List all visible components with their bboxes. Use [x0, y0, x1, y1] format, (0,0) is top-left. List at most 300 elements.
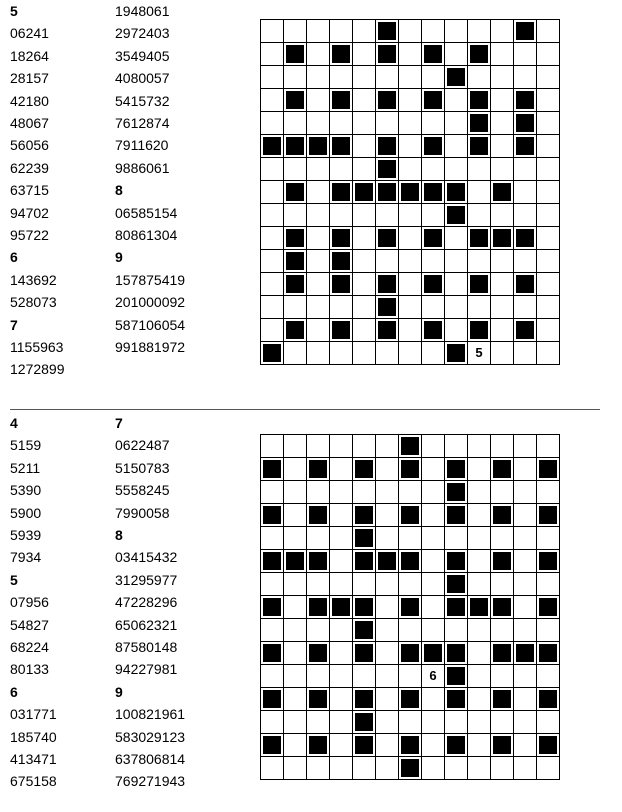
- grid-cell-black[interactable]: [353, 734, 376, 757]
- grid-cell[interactable]: [353, 319, 376, 342]
- grid-cell[interactable]: [330, 550, 353, 573]
- grid-cell[interactable]: [330, 688, 353, 711]
- grid-cell[interactable]: [284, 619, 307, 642]
- grid-cell[interactable]: [330, 204, 353, 227]
- grid-cell[interactable]: [376, 688, 399, 711]
- grid-cell[interactable]: [537, 319, 560, 342]
- grid-cell[interactable]: [445, 757, 468, 780]
- grid-cell[interactable]: [307, 43, 330, 66]
- grid-cell-black[interactable]: [261, 458, 284, 481]
- grid-cell[interactable]: [330, 66, 353, 89]
- grid-cell[interactable]: [422, 504, 445, 527]
- grid-cell-black[interactable]: [445, 181, 468, 204]
- grid-cell[interactable]: [399, 204, 422, 227]
- grid-cell[interactable]: [399, 573, 422, 596]
- grid-cell-black[interactable]: [330, 250, 353, 273]
- grid-cell[interactable]: [399, 250, 422, 273]
- grid-cell[interactable]: [261, 89, 284, 112]
- grid-cell[interactable]: [537, 619, 560, 642]
- grid-cell-black[interactable]: [399, 550, 422, 573]
- grid-cell-black[interactable]: [376, 296, 399, 319]
- grid-cell[interactable]: [468, 573, 491, 596]
- grid-cell-black[interactable]: [330, 273, 353, 296]
- grid-cell[interactable]: [445, 435, 468, 458]
- grid-cell-black[interactable]: [491, 688, 514, 711]
- grid-cell[interactable]: [445, 319, 468, 342]
- grid-cell-black[interactable]: [284, 550, 307, 573]
- grid-cell[interactable]: [514, 573, 537, 596]
- grid-cell[interactable]: [468, 435, 491, 458]
- grid-cell[interactable]: [491, 481, 514, 504]
- grid-cell[interactable]: [261, 204, 284, 227]
- grid-cell[interactable]: [307, 619, 330, 642]
- grid-cell[interactable]: [537, 89, 560, 112]
- grid-cell[interactable]: [399, 89, 422, 112]
- grid-cell[interactable]: [537, 158, 560, 181]
- grid-cell-black[interactable]: [468, 319, 491, 342]
- grid-cell[interactable]: [261, 481, 284, 504]
- grid-cell[interactable]: [399, 135, 422, 158]
- grid-cell-black[interactable]: [514, 112, 537, 135]
- grid-cell[interactable]: [422, 66, 445, 89]
- grid-cell-black[interactable]: [491, 458, 514, 481]
- grid-cell[interactable]: [284, 711, 307, 734]
- grid-cell[interactable]: [514, 435, 537, 458]
- grid-cell[interactable]: [353, 435, 376, 458]
- grid-cell-black[interactable]: [261, 642, 284, 665]
- grid-cell-black[interactable]: [353, 711, 376, 734]
- grid-cell[interactable]: [330, 112, 353, 135]
- grid-cell[interactable]: [261, 573, 284, 596]
- grid-cell[interactable]: [353, 227, 376, 250]
- grid-cell[interactable]: [353, 43, 376, 66]
- grid-cell[interactable]: [284, 66, 307, 89]
- grid-cell[interactable]: [307, 227, 330, 250]
- grid-cell[interactable]: [284, 596, 307, 619]
- grid-cell[interactable]: [353, 250, 376, 273]
- grid-cell[interactable]: [307, 757, 330, 780]
- grid-cell-black[interactable]: [261, 135, 284, 158]
- grid-cell[interactable]: [468, 158, 491, 181]
- grid-cell-black[interactable]: [307, 596, 330, 619]
- grid-cell[interactable]: [376, 527, 399, 550]
- grid-cell[interactable]: [376, 66, 399, 89]
- grid-cell[interactable]: [376, 642, 399, 665]
- grid-cell-black[interactable]: [399, 181, 422, 204]
- grid-cell[interactable]: [491, 665, 514, 688]
- grid-cell[interactable]: [537, 665, 560, 688]
- grid-cell[interactable]: [284, 296, 307, 319]
- grid-cell-black[interactable]: [537, 642, 560, 665]
- grid-cell[interactable]: [376, 112, 399, 135]
- grid-cell[interactable]: [422, 734, 445, 757]
- grid-cell[interactable]: [330, 20, 353, 43]
- grid-cell[interactable]: [514, 204, 537, 227]
- grid-cell-black[interactable]: [491, 181, 514, 204]
- grid-cell[interactable]: [353, 665, 376, 688]
- grid-cell[interactable]: [514, 527, 537, 550]
- grid-cell[interactable]: [284, 688, 307, 711]
- grid-cell[interactable]: [330, 573, 353, 596]
- grid-cell-black[interactable]: [491, 734, 514, 757]
- grid-cell[interactable]: [376, 573, 399, 596]
- grid-cell[interactable]: [537, 227, 560, 250]
- grid-cell-black[interactable]: [399, 504, 422, 527]
- grid-cell-black[interactable]: [445, 573, 468, 596]
- grid-cell[interactable]: [261, 43, 284, 66]
- grid-cell-black[interactable]: [399, 435, 422, 458]
- grid-cell-black[interactable]: [376, 158, 399, 181]
- grid-cell-black[interactable]: [422, 89, 445, 112]
- grid-cell[interactable]: [399, 227, 422, 250]
- grid-cell[interactable]: [284, 481, 307, 504]
- grid-cell-black[interactable]: [514, 227, 537, 250]
- grid-cell[interactable]: [353, 757, 376, 780]
- grid-cell[interactable]: [537, 112, 560, 135]
- grid-cell[interactable]: [445, 273, 468, 296]
- grid-cell[interactable]: [330, 158, 353, 181]
- grid-cell[interactable]: [468, 527, 491, 550]
- grid-cell-black[interactable]: [307, 734, 330, 757]
- grid-cell[interactable]: [468, 504, 491, 527]
- grid-cell-black[interactable]: [445, 642, 468, 665]
- grid-cell[interactable]: [307, 112, 330, 135]
- grid-cell-black[interactable]: [491, 550, 514, 573]
- grid-cell[interactable]: [445, 527, 468, 550]
- grid-cell-black[interactable]: [376, 550, 399, 573]
- grid-cell-black[interactable]: [284, 181, 307, 204]
- grid-cell[interactable]: [514, 158, 537, 181]
- grid-cell-black[interactable]: [284, 319, 307, 342]
- grid-cell-black[interactable]: [330, 319, 353, 342]
- grid-cell[interactable]: [491, 435, 514, 458]
- grid-cell[interactable]: [445, 135, 468, 158]
- grid-cell[interactable]: [491, 89, 514, 112]
- grid-cell[interactable]: [353, 89, 376, 112]
- grid-cell[interactable]: [307, 66, 330, 89]
- grid-cell[interactable]: [284, 204, 307, 227]
- grid-cell-black[interactable]: [422, 43, 445, 66]
- grid-cell[interactable]: [514, 504, 537, 527]
- grid-cell-black[interactable]: [468, 43, 491, 66]
- grid-cell-black[interactable]: [445, 66, 468, 89]
- grid-cell[interactable]: [445, 227, 468, 250]
- grid-cell-black[interactable]: [284, 273, 307, 296]
- grid-cell[interactable]: [537, 573, 560, 596]
- grid-cell[interactable]: [422, 296, 445, 319]
- grid-cell-black[interactable]: [422, 135, 445, 158]
- grid-cell[interactable]: [330, 481, 353, 504]
- grid-cell-black[interactable]: [422, 319, 445, 342]
- grid-cell-black[interactable]: [376, 20, 399, 43]
- grid-cell-black[interactable]: [468, 135, 491, 158]
- grid-cell-black[interactable]: [491, 642, 514, 665]
- grid-cell-black[interactable]: [468, 89, 491, 112]
- grid-cell-black[interactable]: [330, 43, 353, 66]
- grid-cell[interactable]: [307, 20, 330, 43]
- grid-cell[interactable]: [330, 458, 353, 481]
- grid-cell[interactable]: [537, 273, 560, 296]
- grid-cell[interactable]: [284, 504, 307, 527]
- grid-cell[interactable]: [514, 181, 537, 204]
- grid-cell[interactable]: [399, 319, 422, 342]
- grid-cell[interactable]: [514, 296, 537, 319]
- grid-cell[interactable]: [261, 273, 284, 296]
- grid-cell[interactable]: [422, 573, 445, 596]
- grid-cell-black[interactable]: [514, 135, 537, 158]
- grid-cell[interactable]: [514, 66, 537, 89]
- grid-cell[interactable]: [376, 596, 399, 619]
- grid-cell[interactable]: [422, 158, 445, 181]
- grid-cell-black[interactable]: [353, 458, 376, 481]
- grid-cell[interactable]: [491, 66, 514, 89]
- grid-cell[interactable]: [422, 619, 445, 642]
- grid-cell[interactable]: [284, 20, 307, 43]
- grid-cell[interactable]: [307, 273, 330, 296]
- grid-cell[interactable]: [537, 481, 560, 504]
- grid-cell-black[interactable]: [399, 688, 422, 711]
- grid-cell-black[interactable]: [514, 89, 537, 112]
- grid-cell[interactable]: [537, 43, 560, 66]
- grid-cell[interactable]: [537, 711, 560, 734]
- grid-cell-black[interactable]: [261, 504, 284, 527]
- grid-cell[interactable]: [537, 20, 560, 43]
- grid-cell-black[interactable]: [445, 458, 468, 481]
- grid-cell[interactable]: [284, 665, 307, 688]
- grid-cell[interactable]: [376, 435, 399, 458]
- grid-cell[interactable]: [353, 112, 376, 135]
- grid-cell[interactable]: [261, 66, 284, 89]
- grid-cell-black[interactable]: [445, 665, 468, 688]
- grid-cell[interactable]: [491, 296, 514, 319]
- grid-cell[interactable]: [468, 204, 491, 227]
- grid-cell[interactable]: [491, 527, 514, 550]
- grid-cell[interactable]: [330, 619, 353, 642]
- grid-cell[interactable]: [491, 319, 514, 342]
- grid-cell-black[interactable]: [261, 734, 284, 757]
- grid-cell[interactable]: [353, 66, 376, 89]
- grid-cell[interactable]: [261, 250, 284, 273]
- grid-cell[interactable]: [468, 181, 491, 204]
- grid-cell[interactable]: [537, 204, 560, 227]
- grid-cell[interactable]: [445, 296, 468, 319]
- grid-cell[interactable]: [353, 20, 376, 43]
- grid-cell-black[interactable]: [491, 227, 514, 250]
- grid-cell[interactable]: [422, 458, 445, 481]
- grid-cell[interactable]: [307, 158, 330, 181]
- grid-cell-black[interactable]: [376, 135, 399, 158]
- grid-cell[interactable]: [284, 435, 307, 458]
- grid-cell[interactable]: [445, 43, 468, 66]
- grid-cell-black[interactable]: [330, 89, 353, 112]
- grid-cell[interactable]: [261, 665, 284, 688]
- grid-cell-black[interactable]: [445, 550, 468, 573]
- grid-cell[interactable]: [399, 665, 422, 688]
- grid-cell[interactable]: [284, 112, 307, 135]
- grid-cell[interactable]: [353, 296, 376, 319]
- grid-cell-black[interactable]: [307, 642, 330, 665]
- grid-cell[interactable]: [491, 711, 514, 734]
- grid-cell[interactable]: [353, 481, 376, 504]
- grid-cell[interactable]: [330, 527, 353, 550]
- grid-cell[interactable]: [376, 711, 399, 734]
- grid-cell[interactable]: [284, 158, 307, 181]
- grid-cell[interactable]: [491, 112, 514, 135]
- grid-cell[interactable]: [468, 642, 491, 665]
- grid-cell[interactable]: [422, 250, 445, 273]
- grid-cell-black[interactable]: [514, 273, 537, 296]
- grid-cell-black[interactable]: [445, 688, 468, 711]
- grid-cell[interactable]: [422, 550, 445, 573]
- grid-cell[interactable]: [422, 665, 445, 688]
- grid-cell-black[interactable]: [422, 227, 445, 250]
- grid-cell[interactable]: [376, 458, 399, 481]
- grid-cell-black[interactable]: [330, 227, 353, 250]
- grid-cell[interactable]: [491, 135, 514, 158]
- grid-cell[interactable]: [445, 158, 468, 181]
- grid-cell-black[interactable]: [537, 458, 560, 481]
- grid-cell[interactable]: [284, 458, 307, 481]
- grid-cell[interactable]: [284, 757, 307, 780]
- grid-cell[interactable]: [376, 757, 399, 780]
- grid-cell[interactable]: [399, 711, 422, 734]
- grid-cell[interactable]: [468, 481, 491, 504]
- grid-cell[interactable]: [284, 573, 307, 596]
- grid-cell[interactable]: [307, 181, 330, 204]
- grid-cell-black[interactable]: [376, 227, 399, 250]
- grid-cell-black[interactable]: [261, 596, 284, 619]
- grid-cell[interactable]: [376, 504, 399, 527]
- grid-cell-black[interactable]: [468, 112, 491, 135]
- grid-cell[interactable]: [330, 342, 353, 365]
- grid-cell[interactable]: [399, 158, 422, 181]
- grid-cell[interactable]: [307, 665, 330, 688]
- grid-cell-black[interactable]: [376, 273, 399, 296]
- grid-cell[interactable]: [261, 619, 284, 642]
- grid-cell[interactable]: [468, 342, 491, 365]
- grid-cell[interactable]: [307, 435, 330, 458]
- grid-cell[interactable]: [468, 66, 491, 89]
- grid-cell-black[interactable]: [537, 688, 560, 711]
- grid-cell[interactable]: [422, 342, 445, 365]
- grid-cell[interactable]: [468, 711, 491, 734]
- grid-cell[interactable]: [537, 757, 560, 780]
- grid-cell[interactable]: [330, 642, 353, 665]
- grid-cell[interactable]: [307, 481, 330, 504]
- grid-cell[interactable]: [261, 527, 284, 550]
- grid-cell[interactable]: [537, 296, 560, 319]
- grid-cell-black[interactable]: [468, 273, 491, 296]
- grid-cell[interactable]: [399, 527, 422, 550]
- grid-cell[interactable]: [445, 89, 468, 112]
- grid-cell[interactable]: [422, 711, 445, 734]
- grid-cell-black[interactable]: [353, 504, 376, 527]
- grid-cell[interactable]: [514, 550, 537, 573]
- grid-cell-black[interactable]: [468, 596, 491, 619]
- grid-cell[interactable]: [514, 43, 537, 66]
- grid-cell[interactable]: [422, 204, 445, 227]
- grid-cell[interactable]: [514, 250, 537, 273]
- grid-cell-black[interactable]: [307, 504, 330, 527]
- grid-cell-black[interactable]: [353, 550, 376, 573]
- grid-cell[interactable]: [307, 711, 330, 734]
- grid-cell[interactable]: [422, 481, 445, 504]
- grid-cell[interactable]: [537, 435, 560, 458]
- grid-cell[interactable]: [353, 204, 376, 227]
- grid-cell[interactable]: [399, 43, 422, 66]
- grid-cell[interactable]: [491, 619, 514, 642]
- grid-cell[interactable]: [261, 112, 284, 135]
- grid-cell[interactable]: [514, 688, 537, 711]
- grid-cell[interactable]: [261, 435, 284, 458]
- grid-cell-black[interactable]: [399, 642, 422, 665]
- grid-cell[interactable]: [422, 596, 445, 619]
- grid-cell[interactable]: [468, 665, 491, 688]
- grid-cell[interactable]: [514, 342, 537, 365]
- grid-cell[interactable]: [537, 250, 560, 273]
- grid-cell[interactable]: [468, 458, 491, 481]
- grid-cell-black[interactable]: [514, 319, 537, 342]
- grid-cell[interactable]: [261, 319, 284, 342]
- grid-cell[interactable]: [468, 296, 491, 319]
- grid-cell[interactable]: [399, 296, 422, 319]
- grid-cell[interactable]: [261, 711, 284, 734]
- grid-cell[interactable]: [514, 481, 537, 504]
- grid-cell-black[interactable]: [307, 688, 330, 711]
- grid-cell-black[interactable]: [307, 550, 330, 573]
- grid-cell[interactable]: [307, 296, 330, 319]
- grid-cell-black[interactable]: [491, 596, 514, 619]
- grid-cell[interactable]: [376, 665, 399, 688]
- grid-cell[interactable]: [330, 504, 353, 527]
- grid-cell-black[interactable]: [307, 135, 330, 158]
- grid-cell[interactable]: [307, 250, 330, 273]
- grid-cell[interactable]: [330, 734, 353, 757]
- grid-cell-black[interactable]: [261, 688, 284, 711]
- grid-cell-black[interactable]: [353, 181, 376, 204]
- grid-cell[interactable]: [399, 342, 422, 365]
- grid-cell-black[interactable]: [307, 458, 330, 481]
- grid-cell-black[interactable]: [284, 250, 307, 273]
- grid-cell[interactable]: [445, 112, 468, 135]
- grid-cell[interactable]: [399, 619, 422, 642]
- grid-cell-black[interactable]: [445, 342, 468, 365]
- grid-cell-black[interactable]: [537, 550, 560, 573]
- grid-cell-black[interactable]: [491, 504, 514, 527]
- grid-cell[interactable]: [537, 342, 560, 365]
- grid-cell[interactable]: [468, 734, 491, 757]
- grid-cell[interactable]: [514, 665, 537, 688]
- grid-cell[interactable]: [491, 273, 514, 296]
- grid-cell[interactable]: [514, 596, 537, 619]
- grid-cell[interactable]: [491, 250, 514, 273]
- grid-cell[interactable]: [491, 757, 514, 780]
- grid-cell[interactable]: [445, 619, 468, 642]
- grid-cell[interactable]: [514, 734, 537, 757]
- grid-cell[interactable]: [537, 527, 560, 550]
- grid-cell[interactable]: [491, 20, 514, 43]
- grid-cell[interactable]: [491, 204, 514, 227]
- grid-cell[interactable]: [353, 342, 376, 365]
- grid-cell[interactable]: [537, 135, 560, 158]
- grid-cell[interactable]: [261, 227, 284, 250]
- grid-cell-black[interactable]: [284, 227, 307, 250]
- grid-cell-black[interactable]: [284, 43, 307, 66]
- grid-cell[interactable]: [330, 296, 353, 319]
- grid-cell-black[interactable]: [399, 458, 422, 481]
- grid-cell[interactable]: [491, 43, 514, 66]
- grid-cell-black[interactable]: [353, 619, 376, 642]
